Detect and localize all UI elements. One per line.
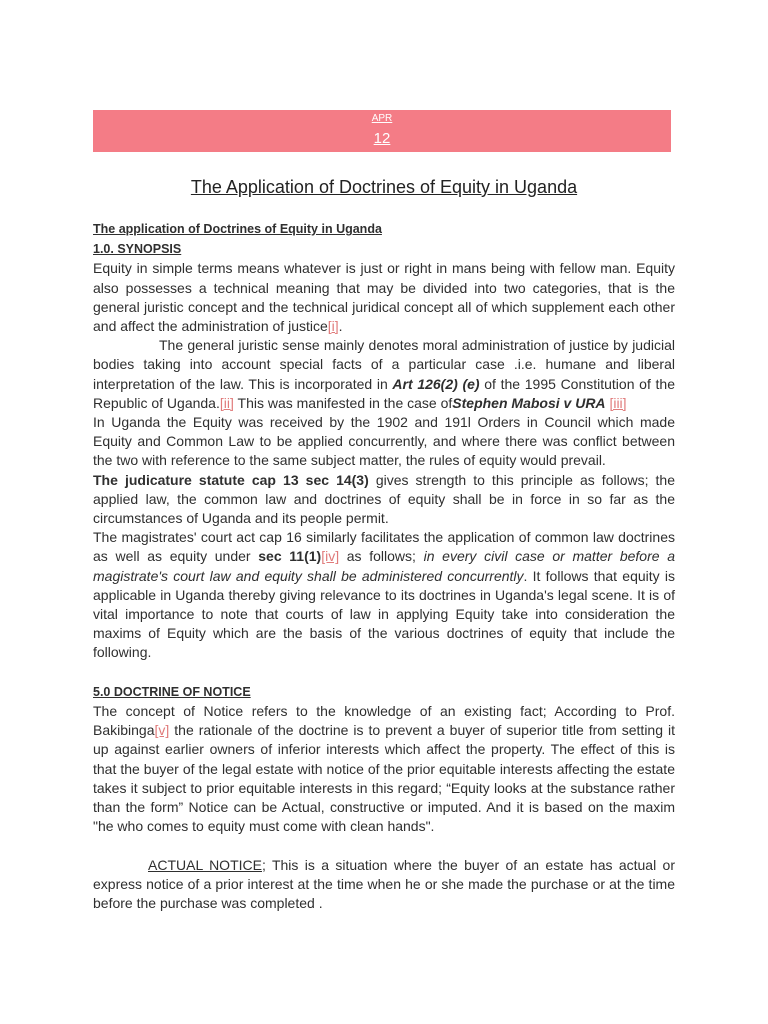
footnote-link-5[interactable]: [v] [154, 722, 170, 739]
notice-heading: 5.0 DOCTRINE OF NOTICE [93, 684, 251, 699]
paragraph-juristic-sense: The general juristic sense mainly denotes moral administration of justice by judicial bodies taking into account special facts of a particular case .i.e. humane and liberal interpretation of the law. This is incorporated in Art 126(2) (e) of the 1995 Constitution of the Republic of Uganda.[ii] This was manifested in the case ofStephen Mabosi v URA [iii] [93, 337, 675, 411]
paragraph-actual-notice: ACTUAL NOTICE; This is a situation where the buyer of an estate has actual or express notice of a prior interest at the time when he or she made the purchase or at the time before the purchase was completed . [93, 856, 675, 912]
spacer [93, 663, 675, 682]
footnote-link-1[interactable]: [i] [327, 318, 339, 335]
spacer [93, 836, 675, 855]
paragraph-synopsis: Equity in simple terms means whatever is just or right in mans being with fellow man. Equity also possesses a technical meaning that may be divided into two categories, that is the general juristic concept and the technical juridical concept all of which supplement each other and affect the administration of justice[i]. [93, 260, 675, 335]
paragraph-judicature-statute: The judicature statute cap 13 sec 14(3) gives strength to this principle as follows; the applied law, the common law and doctrines of equity shall be in force in so far as the circumstances of Uganda and its people permit. [93, 471, 676, 527]
post-title[interactable]: The Application of Doctrines of Equity in Uganda [190, 177, 578, 197]
paragraph-doctrine-of-notice: The concept of Notice refers to the knowledge of an existing fact; According to Prof. Bakibinga[v] the rationale of the doctrine is to prevent a buyer of superior title from setting it up against earlier owners of inferior interests which affect the property. The effect of this is that the buyer of the legal estate with notice of the prior equitable interests affecting the estate takes it subject to prior equitable interests in this regard; “Equity looks at the substance rather than the form” Notice can be Actual, constructive or imputed. And it is based on the maxim "he who comes to equity must come with clean hands". [93, 703, 675, 835]
case-name: Stephen Mabosi v URA [452, 394, 606, 411]
article-heading: The application of Doctrines of Equity in Uganda [93, 222, 382, 236]
date-banner [93, 110, 671, 152]
footnote-link-4[interactable]: [iv] [321, 548, 340, 565]
footnote-link-2[interactable]: [ii] [219, 394, 234, 411]
synopsis-heading: 1.0. SYNOPSIS [93, 242, 182, 257]
paragraph-orders-in-council: In Uganda the Equity was received by the 1902 and 191l Orders in Council which made Equity and Common Law to be applied concurrently, and where there was conflict between the two with reference to the same subject matter, the rules of equity would prevail. [93, 414, 675, 469]
article-reference: Art 126(2) (e) [392, 375, 480, 392]
date-month-link[interactable]: APR [371, 113, 393, 124]
paragraph-magistrates-court-act: The magistrates' court act cap 16 similarly facilitates the application of common law doctrines as well as equity under sec 11(1)[iv] as follows; in every civil case or matter before a magistrate's court law and equity shall be administered concurrently. It follows that equity is applicable in Uganda thereby giving relevance to its doctrines in Uganda's legal scene. It is of vital importance to note that courts of law in applying Equity take into consideration the maxims of Equity which are the basis of the various doctrines of equity that include the following. [93, 529, 675, 661]
footnote-link-3[interactable]: [iii] [609, 394, 627, 411]
actual-notice-label: ACTUAL NOTICE; [148, 856, 266, 873]
article-body [93, 219, 675, 913]
date-day-link[interactable]: 12 [373, 130, 391, 147]
